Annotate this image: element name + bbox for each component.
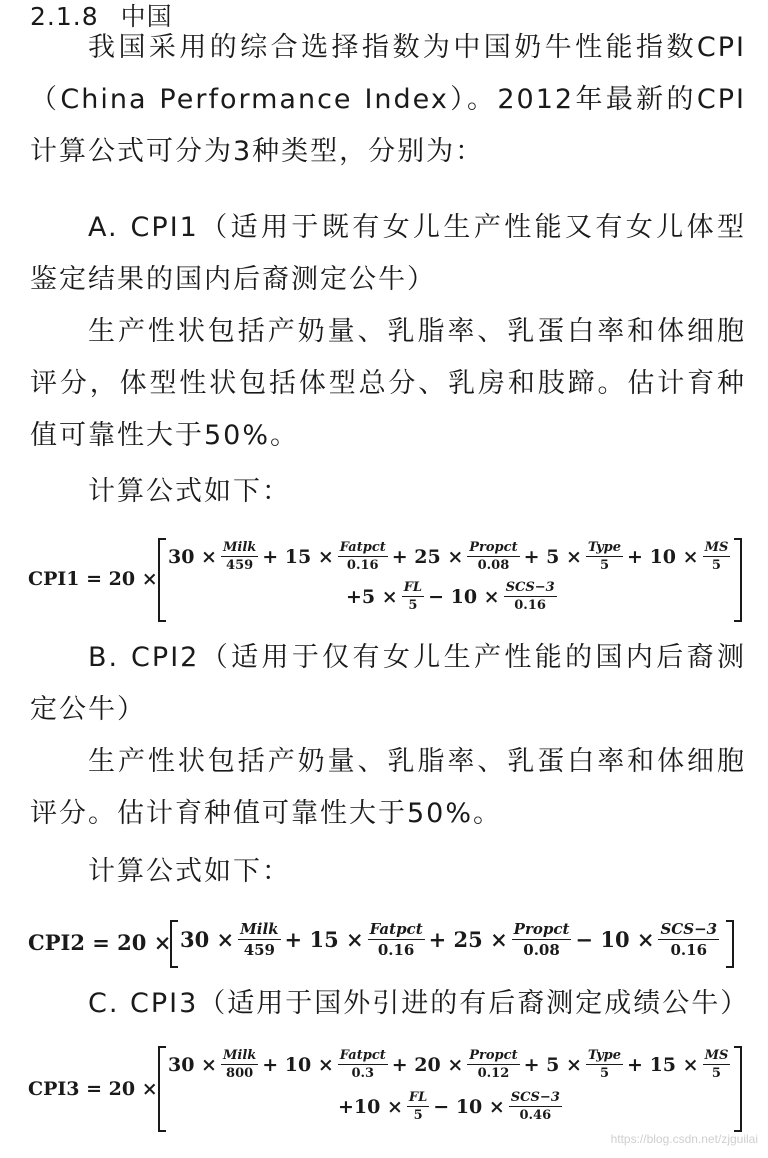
formula-term: − 10 × — [428, 586, 500, 608]
formula-fraction — [368, 920, 425, 959]
formula-term: − 10 × — [575, 927, 655, 952]
cpi3-formula-lhs: CPI3 = 20 × — [28, 1078, 158, 1100]
formula-fraction — [407, 1090, 429, 1124]
formula-fraction — [509, 1090, 562, 1124]
formula-term: +5 × — [346, 586, 398, 608]
formula-term: + 25 × — [428, 927, 508, 952]
right-bracket — [734, 1046, 742, 1132]
fraction-denominator: 0.16 — [346, 558, 379, 573]
fraction-denominator: 0.3 — [351, 1066, 375, 1081]
fraction-numerator: Propct — [469, 540, 518, 555]
fraction-denominator: 0.46 — [519, 1108, 552, 1123]
cpi1-formula — [28, 538, 744, 622]
fraction-numerator: Fatpct — [339, 540, 386, 555]
fraction-numerator: FL — [403, 580, 423, 595]
cpi1-formula-lhs: CPI1 = 20 × — [28, 568, 158, 590]
fraction-numerator: MS — [704, 540, 729, 555]
formula-fraction — [467, 1048, 519, 1082]
formula-fraction — [703, 1048, 731, 1082]
fraction-numerator: Type — [587, 1048, 622, 1063]
formula-fraction — [338, 1048, 388, 1082]
formula-fraction — [703, 540, 731, 574]
fraction-denominator: 5 — [711, 1066, 721, 1081]
cpi2-formula-row1 — [178, 920, 721, 959]
fraction-denominator: 0.12 — [477, 1066, 510, 1081]
fraction-numerator: SCS−3 — [510, 1090, 560, 1105]
fraction-numerator: Milk — [222, 1048, 257, 1063]
cpi1-formula-row2 — [344, 580, 559, 614]
fraction-numerator: SCS−3 — [505, 580, 555, 595]
formula-term: 30 × — [180, 927, 235, 952]
cpi2-formula — [28, 918, 744, 968]
formula-term: + 5 × — [523, 546, 582, 568]
intro-paragraph: 我国采用的综合选择指数为中国奶牛性能指数CPI（China Performance Index）。2012年最新的CPI计算公式可分为3种类型，分别为： — [30, 32, 746, 167]
formula-term: 30 × — [168, 1054, 217, 1076]
fraction-denominator: 0.08 — [523, 941, 560, 959]
formula-fraction — [658, 920, 719, 959]
formula-term: + 10 × — [262, 1054, 334, 1076]
cpi2-description: 生产性状包括产奶量、乳脂率、乳蛋白率和体细胞评分。估计育种值可靠性大于50%。 — [30, 746, 746, 829]
right-bracket — [726, 920, 734, 968]
left-bracket — [158, 1046, 166, 1132]
formula-term: + 10 × — [627, 546, 699, 568]
watermark: https://blog.csdn.net/zjguilai — [610, 1132, 758, 1146]
left-bracket — [158, 538, 166, 622]
formula-term: + 5 × — [523, 1054, 582, 1076]
fraction-denominator: 0.16 — [377, 941, 415, 959]
fraction-denominator: 5 — [413, 1108, 423, 1123]
fraction-denominator: 800 — [226, 1066, 254, 1081]
fraction-denominator: 0.16 — [514, 598, 546, 613]
cpi1-formula-row1 — [166, 540, 732, 574]
formula-fraction — [467, 540, 519, 574]
formula-term: + 15 × — [284, 927, 364, 952]
formula-term: + 15 × — [262, 546, 334, 568]
fraction-numerator: SCS−3 — [660, 920, 718, 938]
formula-fraction — [586, 540, 623, 574]
formula-fraction — [221, 540, 258, 574]
fraction-numerator: Fatpct — [339, 1048, 386, 1063]
fraction-numerator: Milk — [240, 920, 279, 938]
fraction-numerator: Propct — [469, 1048, 518, 1063]
fraction-denominator: 5 — [599, 558, 609, 573]
fraction-denominator: 459 — [226, 558, 254, 573]
formula-fraction — [221, 1048, 258, 1082]
formula-term: + 20 × — [391, 1054, 464, 1076]
cpi2-formula-lhs: CPI2 = 20 × — [28, 930, 172, 955]
section-number: 2.1.8 — [30, 2, 99, 31]
fraction-numerator: FL — [408, 1090, 428, 1105]
fraction-denominator: 459 — [243, 941, 275, 959]
cpi3-formula-row2 — [336, 1090, 564, 1124]
fraction-denominator: 0.16 — [670, 941, 708, 959]
formula-term: + 25 × — [391, 546, 464, 568]
fraction-numerator: Milk — [222, 540, 257, 555]
formula-term: − 10 × — [433, 1096, 505, 1118]
fraction-numerator: MS — [704, 1048, 729, 1063]
cpi1-description: 生产性状包括产奶量、乳脂率、乳蛋白率和体细胞评分，体型性状包括体型总分、乳房和肢蹄。估计育种值可靠性大于50%。 — [30, 316, 746, 451]
formula-term: +10 × — [338, 1096, 403, 1118]
fraction-denominator: 5 — [408, 598, 418, 613]
fraction-numerator: Propct — [513, 920, 570, 938]
section-title: 中国 — [120, 2, 173, 31]
cpi1-formula-label: 计算公式如下： — [88, 476, 291, 507]
formula-fraction — [504, 580, 557, 614]
formula-fraction — [402, 580, 424, 614]
fraction-denominator: 5 — [711, 558, 721, 573]
left-bracket — [170, 920, 178, 968]
cpi3-formula-row1 — [166, 1048, 732, 1082]
formula-fraction — [238, 920, 280, 959]
fraction-denominator: 5 — [599, 1066, 609, 1081]
fraction-numerator: Fatpct — [369, 920, 423, 938]
cpi3-formula — [28, 1046, 744, 1132]
fraction-denominator: 0.08 — [477, 558, 510, 573]
fraction-numerator: Type — [587, 540, 622, 555]
cpi3-title: C. CPI3（适用于国外引进的有后裔测定成绩公牛） — [88, 988, 750, 1019]
cpi1-title: A. CPI1（适用于既有女儿生产性能又有女儿体型鉴定结果的国内后裔测定公牛） — [30, 212, 746, 295]
formula-fraction — [512, 920, 572, 959]
formula-fraction — [338, 540, 388, 574]
formula-term: + 15 × — [627, 1054, 699, 1076]
cpi2-formula-label: 计算公式如下： — [88, 856, 291, 887]
right-bracket — [734, 538, 742, 622]
formula-fraction — [586, 1048, 623, 1082]
cpi2-title: B. CPI2（适用于仅有女儿生产性能的国内后裔测定公牛） — [30, 642, 746, 725]
formula-term: 30 × — [168, 546, 217, 568]
